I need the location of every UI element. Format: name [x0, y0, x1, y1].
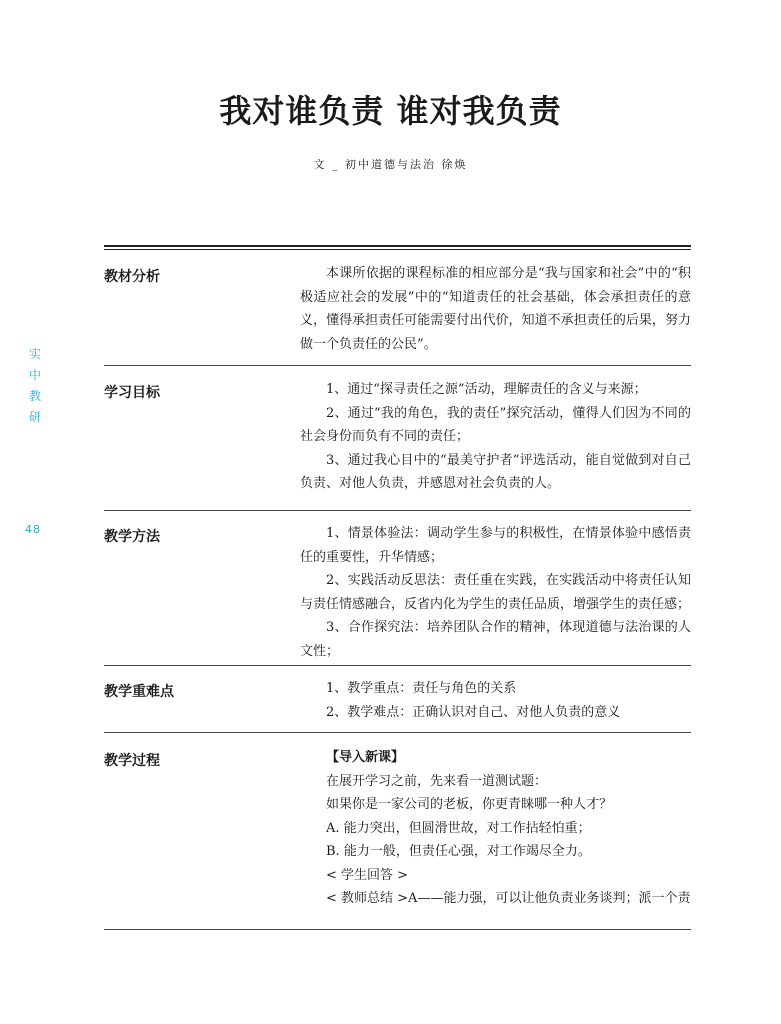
row-content [300, 746, 691, 929]
article-byline: 文 _ 初中道德与法治 徐焕 [313, 158, 468, 171]
paragraph: 3、合作探究法：培养团队合作的精神，体现道德与法治课的人文性； [300, 620, 691, 659]
table-row-key-difficult-points [104, 666, 691, 733]
paragraph: < 教师总结 >A——能力强，可以让他负责业务谈判；派一个责 [326, 891, 691, 906]
row-content [300, 262, 691, 365]
paragraph: 1、情景体验法：调动学生参与的积极性，在情景体验中感悟责任的重要性，升华情感； [300, 526, 691, 565]
row-heading: 教材分析 [104, 269, 160, 285]
paragraph: 1、通过“探寻责任之源”活动，理解责任的含义与来源； [326, 382, 647, 397]
paragraph: 如果你是一家公司的老板，你更青睐哪一种人才？ [326, 797, 613, 812]
paragraph: 本课所依据的课程标准的相应部分是“我与国家和社会”中的“积极适应社会的发展”中的“知道责任的社会基础，体会承担责任的意义，懂得承担责任可能需要付出代价，知道不承担责任的后果，努力做一个负责任的公民”。 [300, 266, 691, 352]
article-title: 我对谁负责 谁对我负责 [219, 92, 562, 130]
row-content [300, 677, 691, 732]
row-heading: 教学过程 [104, 753, 160, 769]
table-row-teaching-methods [104, 511, 691, 666]
side-label-char: 教 [28, 389, 41, 403]
row-heading: 教学重难点 [104, 684, 174, 700]
table-top-rule [104, 245, 691, 250]
table-row-learning-goals [104, 366, 691, 511]
paragraph: < 学生回答 > [326, 867, 409, 883]
table-row-material-analysis [104, 262, 691, 366]
section-side-label [27, 344, 43, 428]
paragraph: 在展开学习之前，先来看一道测试题： [326, 773, 548, 789]
paragraph: 2、实践活动反思法：责任重在实践，在实践活动中将责任认知与责任情感融合，反省内化为学生的责任品质，增强学生的责任感； [300, 573, 691, 612]
paragraph: 3、通过我心目中的“最美守护者”评选活动，能自觉做到对自己负责、对他人负责，并感恩对社会负责的人。 [300, 452, 691, 491]
paragraph: 1、教学重点：责任与角色的关系 [326, 681, 517, 696]
row-content [300, 378, 691, 510]
side-label-char: 实 [28, 347, 41, 361]
row-content [300, 522, 691, 665]
side-label-char: 中 [28, 368, 41, 382]
table-row-teaching-process [104, 733, 691, 930]
page-number: 48 [25, 523, 41, 536]
row-heading: 教学方法 [104, 529, 160, 545]
paragraph: 2、教学难点：正确认识对自己、对他人负责的意义 [326, 704, 621, 720]
side-label-char: 研 [28, 410, 41, 424]
paragraph: B. 能力一般，但责任心强，对工作竭尽全力。 [326, 844, 591, 859]
paragraph: A. 能力突出，但圆滑世故，对工作拈轻怕重； [326, 820, 591, 836]
row-heading: 学习目标 [104, 385, 160, 401]
lesson-plan-table [104, 262, 691, 930]
subheading: 【导入新课】 [326, 750, 405, 765]
paragraph: 2、通过“我的角色，我的责任”探究活动，懂得人们因为不同的社会身份而负有不同的责任； [300, 405, 691, 444]
